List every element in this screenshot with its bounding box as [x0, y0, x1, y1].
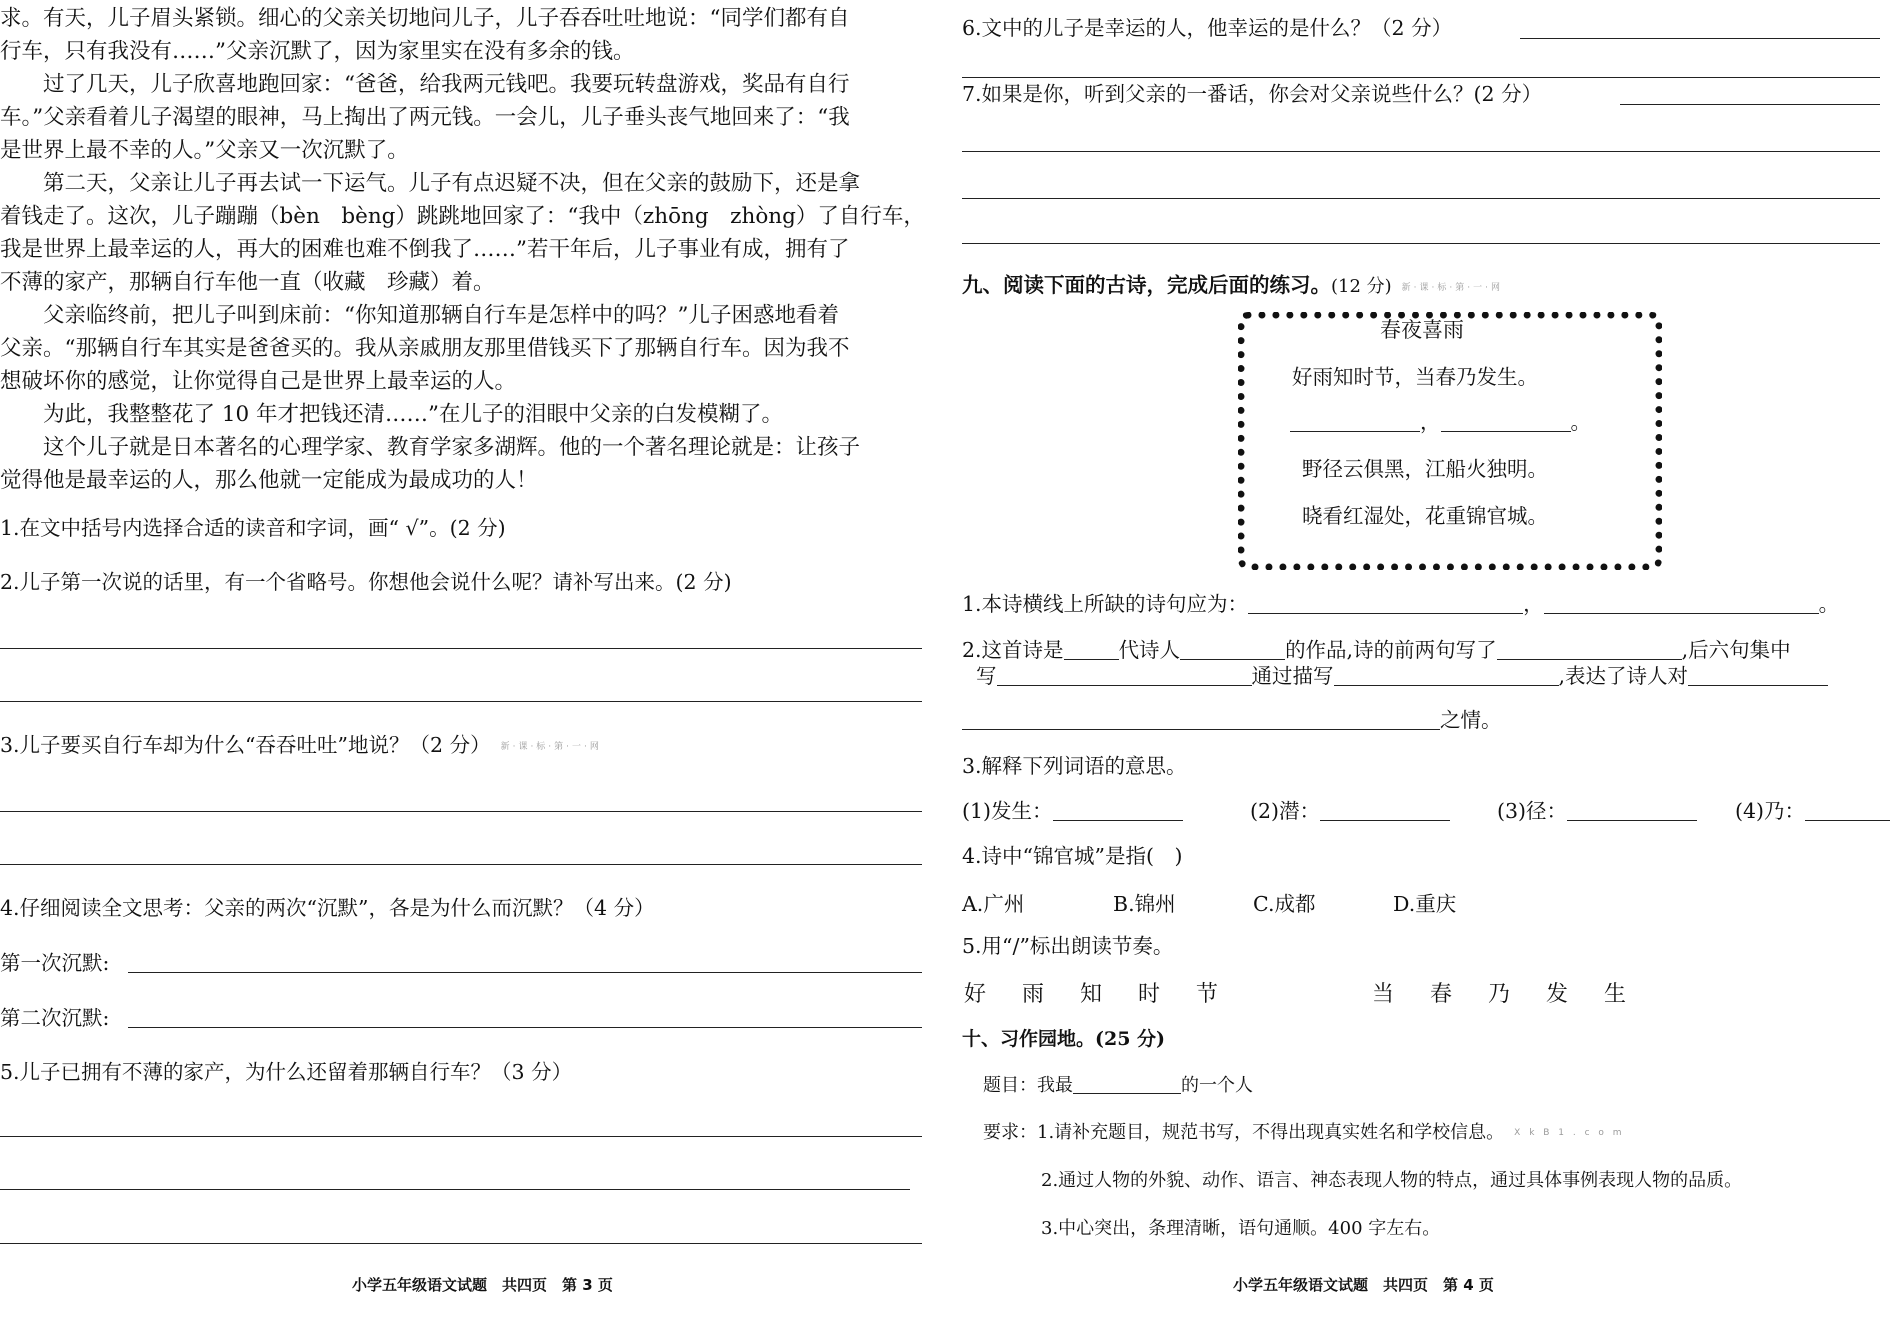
poem-line-1: 好雨知时节，当春乃发生。: [1292, 365, 1538, 389]
watermark: X k B 1 . c o m: [1514, 1128, 1625, 1138]
rhythm-char[interactable]: 当: [1372, 982, 1395, 1007]
rhythm-char[interactable]: 乃: [1488, 982, 1511, 1007]
answer-blank[interactable]: [962, 707, 1440, 730]
story-line: 着钱走了。这次，儿子蹦蹦（bèn bèng）跳跳地回家了：“我中（zhōng zhòng）了自行车，: [0, 204, 925, 229]
question-7: 7.如果是你，听到父亲的一番话，你会对父亲说些什么？(2 分）: [962, 82, 1543, 106]
rhythm-char[interactable]: 雨: [1022, 982, 1045, 1007]
first-silence-label: 第一次沉默:: [0, 951, 110, 975]
answer-line-q7[interactable]: [1620, 104, 1880, 105]
rhythm-char[interactable]: 时: [1138, 982, 1161, 1007]
question-3: 3.儿子要买自行车却为什么“吞吞吐吐”地说？（2 分） 新·课·标·第·一·网: [0, 733, 602, 757]
answer-blank[interactable]: [1805, 798, 1890, 821]
story-line: 这个儿子就是日本著名的心理学家、教育学家多湖辉。他的一个著名理论就是：让孩子: [0, 435, 861, 460]
rhythm-char[interactable]: 发: [1546, 982, 1569, 1007]
option-c[interactable]: C.成都: [1253, 892, 1316, 916]
rhythm-char[interactable]: 生: [1604, 982, 1627, 1007]
answer-line-q2[interactable]: [0, 701, 922, 702]
question-2: 2.儿子第一次说的话里，有一个省略号。你想他会说什么呢？请补写出来。(2 分): [0, 570, 732, 594]
second-silence-label: 第二次沉默:: [0, 1006, 110, 1030]
essay-title: 题目：我最 的一个人: [983, 1071, 1253, 1097]
poem-blank[interactable]: [1290, 409, 1420, 432]
poem-question-2-cont: 写 通过描写 ,表达了诗人对: [976, 662, 1828, 690]
answer-blank[interactable]: [1320, 798, 1450, 821]
answer-blank[interactable]: [1688, 663, 1828, 686]
poem-question-2-end: 之情。: [962, 706, 1502, 734]
question-6: 6.文中的儿子是幸运的人，他幸运的是什么？（2 分）: [962, 16, 1453, 40]
story-line: 我是世界上最幸运的人，再大的困难也难不倒我了……”若干年后，儿子事业有成，拥有了: [0, 237, 850, 262]
story-line: 不薄的家产，那辆自行车他一直（收藏 珍藏）着。: [0, 270, 495, 295]
answer-blank[interactable]: [1544, 591, 1819, 614]
option-a[interactable]: A.广州: [962, 892, 1025, 916]
story-line: 行车，只有我没有……”父亲沉默了，因为家里实在没有多余的钱。: [0, 39, 635, 64]
story-line: 求。有天，儿子眉头紧锁。细心的父亲关切地问儿子，儿子吞吞吐吐地说：“同学们都有自: [0, 6, 850, 31]
word-meaning-3: (3)径：: [1497, 797, 1697, 825]
rhythm-char[interactable]: 春: [1430, 982, 1453, 1007]
word-meaning-1: (1)发生：: [962, 797, 1183, 825]
answer-blank[interactable]: [1334, 663, 1559, 686]
question-4: 4.仔细阅读全文思考：父亲的两次“沉默”，各是为什么而沉默？（4 分）: [0, 896, 655, 920]
word-meaning-4: (4)乃：: [1735, 797, 1890, 825]
poem-question-5: 5.用“/”标出朗读节奏。: [962, 934, 1174, 958]
answer-line-q6[interactable]: [1520, 38, 1880, 39]
poem-question-2: 2.这首诗是 代诗人 的作品,诗的前两句写了 ,后六句集中: [962, 638, 1791, 662]
option-d[interactable]: D.重庆: [1393, 892, 1457, 916]
option-b[interactable]: B.锦州: [1113, 892, 1176, 916]
rhythm-char[interactable]: 节: [1196, 982, 1219, 1007]
page-footer: 小学五年级语文试题 共四页 第 3 页: [352, 1276, 613, 1294]
story-line: 觉得他是最幸运的人，那么他就一定能成为最成功的人！: [0, 468, 538, 493]
rhythm-char[interactable]: 知: [1080, 982, 1103, 1007]
watermark: 新·课·标·第·一·网: [500, 741, 602, 752]
poem-line-2-blanks: ， 。: [1290, 405, 1591, 435]
poem-question-3: 3.解释下列词语的意思。: [962, 754, 1187, 778]
answer-line-q5[interactable]: [0, 1189, 910, 1190]
story-line: 车。”父亲看着儿子渴望的眼神，马上掏出了两元钱。一会儿，儿子垂头丧气地回来了：“我: [0, 105, 850, 130]
story-line: 父亲。“那辆自行车其实是爸爸买的。我从亲戚朋友那里借钱买下了那辆自行车。因为我不: [0, 336, 850, 361]
section-10-heading: 十、习作园地。(25 分): [962, 1028, 1166, 1050]
answer-blank[interactable]: [997, 663, 1252, 686]
answer-blank[interactable]: [1180, 637, 1285, 660]
story-line: 是世界上最不幸的人。”父亲又一次沉默了。: [0, 138, 409, 163]
requirement-2: 2.通过人物的外貌、动作、语言、神态表现人物的特点，通过具体事例表现人物的品质。: [1041, 1170, 1743, 1191]
answer-blank[interactable]: [1053, 798, 1183, 821]
story-line: 想破坏你的感觉，让你觉得自己是世界上最幸运的人。: [0, 369, 517, 394]
watermark: 新·课·标·第·一·网: [1401, 283, 1503, 293]
story-line: 过了几天，儿子欣喜地跑回家：“爸爸，给我两元钱吧。我要玩转盘游戏，奖品有自行: [0, 72, 850, 97]
story-line: 第二天，父亲让儿子再去试一下运气。儿子有点迟疑不决，但在父亲的鼓励下，还是拿: [0, 171, 861, 196]
section-9-heading: 九、阅读下面的古诗，完成后面的练习。(12 分) 新·课·标·第·一·网: [962, 273, 1503, 297]
answer-blank[interactable]: [1497, 637, 1682, 660]
answer-line-q3[interactable]: [0, 811, 922, 812]
story-line: 父亲临终前，把儿子叫到床前：“你知道那辆自行车是怎样中的吗？”儿子困惑地看着: [0, 303, 839, 328]
answer-line-q7[interactable]: [962, 151, 1880, 152]
word-meaning-2: (2)潜：: [1250, 797, 1450, 825]
poem-box: [1238, 312, 1662, 570]
answer-blank[interactable]: [1064, 637, 1119, 660]
essay-title-blank[interactable]: [1073, 1071, 1181, 1094]
requirement-3: 3.中心突出，条理清晰，语句通顺。400 字左右。: [1041, 1218, 1441, 1239]
poem-title: 春夜喜雨: [1380, 318, 1464, 342]
answer-line-first-silence[interactable]: [128, 972, 922, 973]
poem-blank[interactable]: [1441, 409, 1571, 432]
answer-line-q7[interactable]: [962, 198, 1880, 199]
answer-line-second-silence[interactable]: [128, 1027, 922, 1028]
answer-blank[interactable]: [1567, 798, 1697, 821]
answer-line-q5[interactable]: [0, 1136, 922, 1137]
poem-question-1: 1.本诗横线上所缺的诗句应为： ， 。: [962, 592, 1840, 616]
rhythm-char[interactable]: 好: [964, 982, 987, 1007]
page-footer: 小学五年级语文试题 共四页 第 4 页: [1233, 1276, 1494, 1294]
poem-line-3: 野径云俱黑，江船火独明。: [1302, 457, 1548, 481]
answer-line-q5[interactable]: [0, 1243, 922, 1244]
answer-blank[interactable]: [1248, 591, 1523, 614]
question-1: 1.在文中括号内选择合适的读音和字词，画“ √”。(2 分): [0, 516, 506, 540]
story-line: 为此，我整整花了 10 年才把钱还清……”在儿子的泪眼中父亲的白发模糊了。: [0, 402, 784, 427]
question-5: 5.儿子已拥有不薄的家产，为什么还留着那辆自行车？（3 分）: [0, 1060, 573, 1084]
poem-question-4: 4.诗中“锦官城”是指( ): [962, 844, 1183, 868]
requirement-1: 要求：1.请补充题目，规范书写，不得出现真实姓名和学校信息。 X k B 1 . c o m: [983, 1122, 1625, 1143]
answer-line-q6[interactable]: [962, 77, 1880, 78]
answer-line-q2[interactable]: [0, 648, 922, 649]
answer-line-q7[interactable]: [962, 243, 1880, 244]
poem-line-4: 晓看红湿处，花重锦官城。: [1302, 504, 1548, 528]
answer-line-q3[interactable]: [0, 864, 922, 865]
